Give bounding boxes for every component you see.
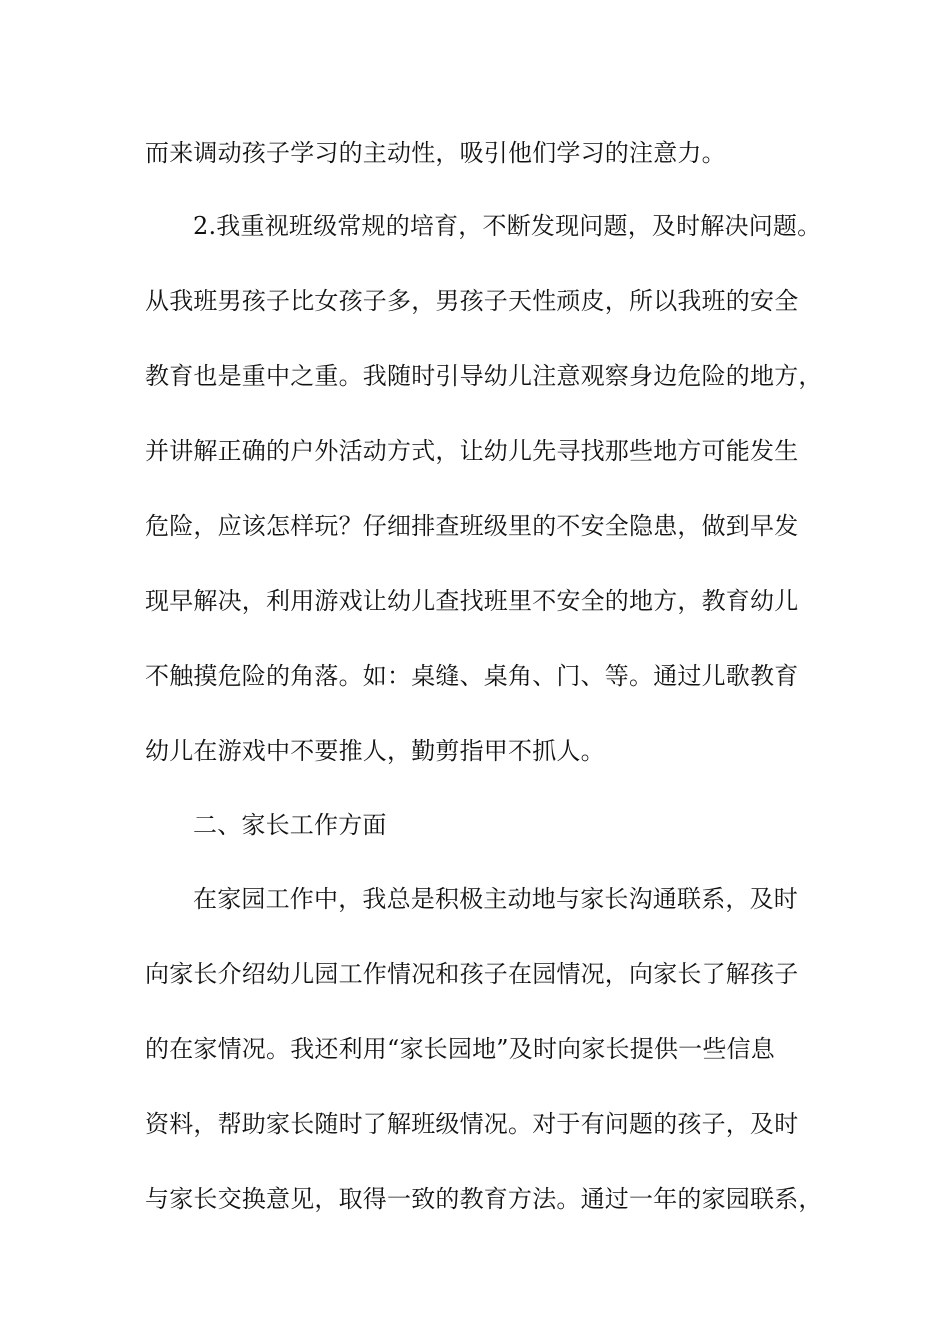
text-line-12: 向家长介绍幼儿园工作情况和孩子在园情况，向家长了解孩子 — [145, 960, 799, 988]
text-line-7: 现早解决，利用游戏让幼儿查找班里不安全的地方，教育幼儿 — [145, 587, 799, 615]
text-line-3: 从我班男孩子比女孩子多，男孩子天性顽皮，所以我班的安全 — [145, 287, 799, 315]
text-line-9: 幼儿在游戏中不要推人，勤剪指甲不抓人。 — [145, 737, 605, 765]
text-line-6: 危险，应该怎样玩？仔细排查班级里的不安全隐患，做到早发 — [145, 512, 799, 540]
text-line-13: 的在家情况。我还利用“家长园地”及时向家长提供一些信息 — [145, 1035, 775, 1063]
text-line-4: 教育也是重中之重。我随时引导幼儿注意观察身边危险的地方， — [145, 362, 823, 390]
text-line-14: 资料，帮助家长随时了解班级情况。对于有问题的孩子，及时 — [145, 1110, 799, 1138]
section-heading: 二、家长工作方面 — [193, 811, 387, 839]
text-line-8: 不触摸危险的角落。如：桌缝、桌角、门、等。通过儿歌教育 — [145, 662, 799, 690]
text-line-15: 与家长交换意见，取得一致的教育方法。通过一年的家园联系， — [145, 1185, 823, 1213]
text-line-5: 并讲解正确的户外活动方式，让幼儿先寻找那些地方可能发生 — [145, 437, 799, 465]
text-line-2: 2.我重视班级常规的培育，不断发现问题，及时解决问题。 — [193, 212, 822, 240]
text-line-1: 而来调动孩子学习的主动性，吸引他们学习的注意力。 — [145, 139, 726, 167]
text-line-11: 在家园工作中，我总是积极主动地与家长沟通联系，及时 — [193, 885, 798, 913]
